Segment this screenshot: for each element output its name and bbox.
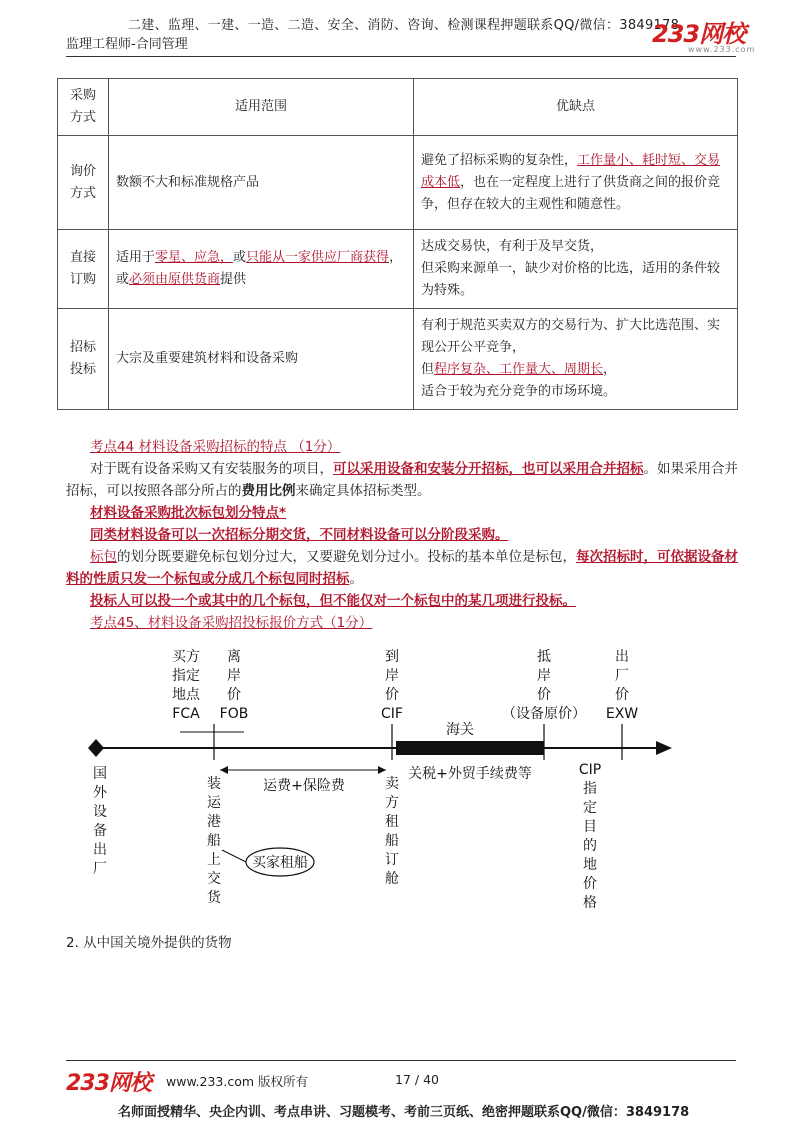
paragraph: 投标人可以投一个或其中的几个标包，但不能仅对一个标包中的某几项进行投标。 (90, 593, 576, 609)
highlight-text: 只能从一家供应厂商获得 (246, 250, 390, 265)
section-title-kp44: 考点44 材料设备采购招标的特点 （1分） (90, 439, 341, 455)
top-price-label: 抵 (537, 649, 551, 665)
pros-cons-cell: 有利于规范买卖双方的交易行为、扩大比选范围、实现公开公平竞争， 但程序复杂、工作量大、周期长， 适合于较为充分竞争的市场环境。 (414, 309, 738, 410)
top-price-label: 厂 (615, 668, 629, 684)
bottom-point-label: 目 (583, 819, 597, 835)
scope-cell: 数额不大和标准规格产品 (109, 136, 414, 230)
bottom-point-label: 舱 (385, 871, 399, 887)
top-price-label: 岸 (227, 668, 241, 684)
diamond-start-icon (88, 739, 104, 757)
bottom-point-label: 订 (385, 852, 399, 868)
top-price-label: （设备原价） (502, 706, 586, 722)
page-number: 17 / 40 (395, 1072, 439, 1087)
top-price-label: 离 (227, 649, 241, 665)
top-price-label: 买方 (172, 649, 200, 665)
top-price-label: 指定 (172, 668, 200, 684)
customs-label: 海关 (446, 722, 474, 738)
highlight-text: 必须由原供货商 (129, 272, 221, 287)
paragraph: 同类材料设备可以一次招标分期交货，不同材料设备可以分阶段采购。 (90, 527, 509, 543)
arrow-head-icon (656, 741, 672, 755)
top-price-label: 价 (227, 687, 241, 703)
paragraph: 对于既有设备采购又有安装服务的项目，可以采用设备和安装分开招标，也可以采用合并招标。如果采用合并招标，可以按照各部分所占的费用比例来确定具体招标类型。 (66, 461, 738, 499)
bottom-point-label: 货 (207, 890, 221, 906)
table-header: 优缺点 (414, 79, 738, 136)
brand-logo: 233网校 www.233.com (652, 20, 756, 54)
body-text (66, 436, 738, 634)
highlight-text: 程序复杂、工作量大、周期长 (434, 362, 604, 377)
bottom-point-label: 厂 (93, 861, 107, 877)
bottom-point-label: 价 (583, 876, 597, 892)
bottom-point-label: 上 (207, 852, 221, 868)
top-price-label: 到 (385, 649, 399, 665)
bottom-point-label: 格 (583, 895, 597, 911)
section-title-kp45: 考点45、材料设备采购招投标报价方式（1分） (90, 615, 373, 631)
pros-cons-cell: 避免了招标采购的复杂性，工作量小、耗时短、交易成本低，也在一定程度上进行了供货商之间的报价竞争，但存在较大的主观性和随意性。 (414, 136, 738, 230)
list-item: 2. 从中国关境外提供的货物 (66, 935, 232, 951)
bottom-point-label: 指 (583, 781, 597, 797)
bottom-point-label: CIP (578, 762, 602, 778)
footer-divider (66, 1060, 736, 1061)
top-price-label: 价 (385, 687, 399, 703)
footer-copyright: www.233.com 版权所有 (166, 1074, 308, 1089)
bottom-point-label: 港 (207, 814, 221, 830)
scope-cell: 大宗及重要建筑材料和设备采购 (109, 309, 414, 410)
bottom-point-label: 方 (385, 795, 399, 811)
tariff-label: 关税+外贸手续费等 (408, 766, 532, 782)
bottom-point-label: 船 (207, 833, 221, 849)
bottom-point-label: 设 (93, 804, 107, 820)
top-price-label: 岸 (385, 668, 399, 684)
bottom-point-label: 国 (93, 766, 107, 782)
top-price-label: CIF (381, 706, 403, 722)
table-row (58, 136, 738, 230)
freight-label: 运费+保险费 (263, 778, 345, 794)
bottom-point-label: 外 (93, 785, 107, 801)
bottom-point-label: 装 (207, 776, 221, 792)
bottom-point-label: 的 (583, 838, 597, 854)
highlight-text: 工作量小、耗时短、交易成本低 (421, 152, 721, 190)
procurement-table (57, 78, 738, 410)
top-price-label: FCA (172, 706, 200, 722)
scope-cell: 适用于零星、应急，或只能从一家供应厂商获得，或必须由原供货商提供 (109, 230, 414, 309)
top-price-label: 岸 (537, 668, 551, 684)
bottom-point-label: 定 (583, 800, 597, 816)
footer-logo: 233网校 (66, 1071, 151, 1096)
header-contact-line: 二建、监理、一建、一造、二造、安全、消防、咨询、检测课程押题联系QQ/微信：3849178 (128, 18, 680, 33)
table-row (58, 309, 738, 410)
top-price-label: 价 (537, 687, 551, 703)
top-price-label: EXW (605, 706, 639, 722)
table-header: 适用范围 (109, 79, 414, 136)
bottom-point-label: 运 (207, 795, 221, 811)
customs-bar (396, 741, 544, 755)
subsection-title: 材料设备采购批次标包划分特点* (90, 505, 287, 521)
paragraph: 标包的划分既要避免标包划分过大，又要避免划分过小。投标的基本单位是标包，每次招标时，可依据设备材料的性质只发一个标包或分成几个标包同时招标。 (66, 549, 738, 587)
table-row (58, 230, 738, 309)
footer-contact-line: 名师面授精华、央企内训、考点串讲、习题模考、考前三页纸、绝密押题联系QQ/微信：3849178 (118, 1105, 690, 1120)
pros-cons-cell: 达成交易快，有利于及早交货， 但采购来源单一，缺少对价格的比选，适用的条件较为特殊。 (414, 230, 738, 309)
bottom-point-label: 地 (583, 857, 597, 873)
bottom-point-label: 出 (93, 842, 107, 858)
top-price-label: 地点 (172, 687, 200, 703)
bottom-point-label: 卖 (385, 776, 399, 792)
bottom-point-label: 交 (207, 871, 221, 887)
bottom-point-label: 租 (385, 814, 399, 830)
method-cell: 询价方式 (58, 136, 109, 230)
top-price-label: 价 (615, 687, 629, 703)
pricing-timeline-diagram (80, 636, 680, 926)
header-divider (66, 56, 736, 57)
highlight-text: 零星、应急， (155, 250, 234, 265)
document-subtitle: 监理工程师-合同管理 (66, 37, 188, 52)
method-cell: 招标投标 (58, 309, 109, 410)
buyer-charter-label: 买家租船 (252, 855, 308, 871)
top-price-label: 出 (615, 649, 629, 665)
bottom-point-label: 备 (93, 823, 107, 839)
table-header: 采购方式 (58, 79, 109, 136)
method-cell: 直接订购 (58, 230, 109, 309)
top-price-label: FOB (219, 706, 249, 722)
bottom-point-label: 船 (385, 833, 399, 849)
